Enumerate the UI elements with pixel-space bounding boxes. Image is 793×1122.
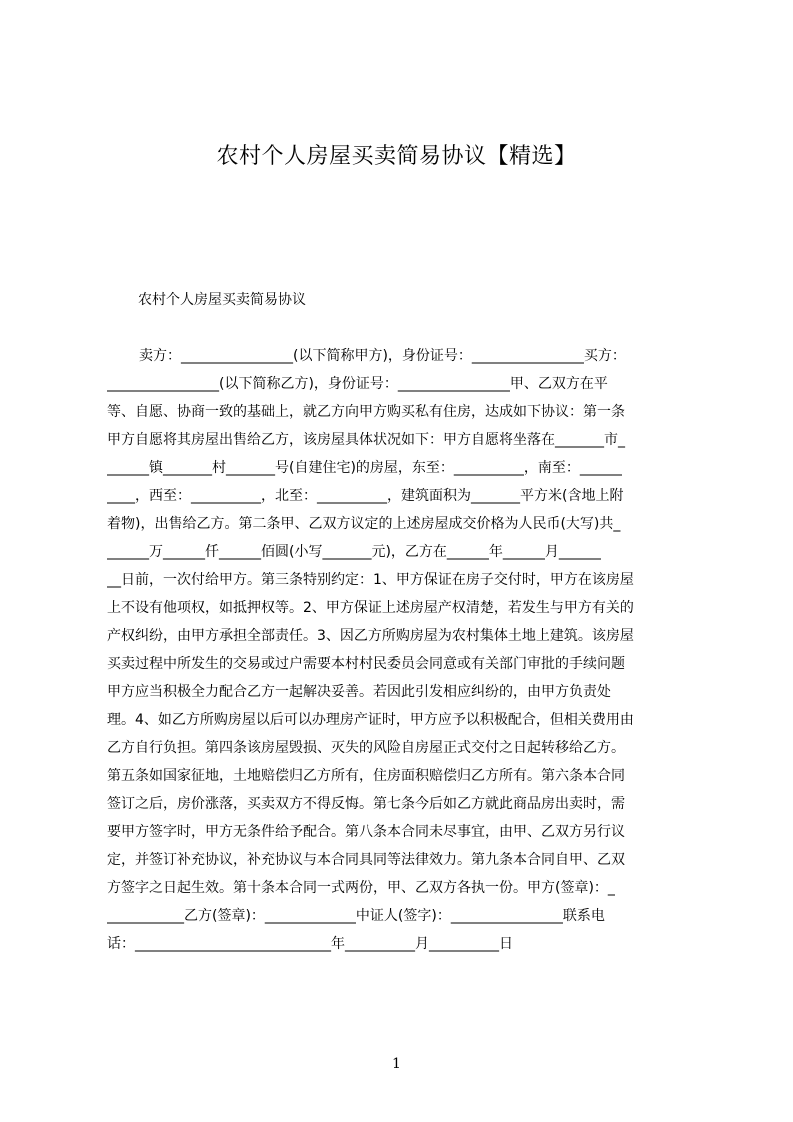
body-line: ______镇_______村_______号(自建住宅)的房屋，东至：__________，南至：______: [107, 460, 622, 476]
body-line: 定，并签订补充协议，补充协议与本合同具同等法律效力。第九条本合同自甲、乙双: [107, 852, 625, 868]
page-number: 1: [392, 1056, 401, 1072]
section-heading: 农村个人房屋买卖简易协议: [138, 292, 306, 308]
body-line: 卖方：________________(以下简称甲方)，身份证号：________________买方：: [139, 348, 626, 364]
document-body: [107, 342, 698, 958]
body-line: 理。4、如乙方所购房屋以后可以办理房产证时，甲方应予以积极配合，但相关费用由: [107, 712, 634, 728]
body-line: 甲方应当积极全力配合乙方一起解决妥善。若因此引发相应纠纷的，由甲方负责处: [107, 684, 611, 700]
body-line: 等、自愿、协商一致的基础上，就乙方向甲方购买私有住房，达成如下协议：第一条: [107, 404, 625, 420]
body-line: 要甲方签字时，甲方无条件给予配合。第八条本合同未尽事宜，由甲、乙双方另行议: [107, 824, 625, 840]
body-line: __日前，一次付给甲方。第三条特别约定：1、甲方保证在房子交付时，甲方在该房屋: [107, 572, 634, 588]
body-line: 上不设有他项权，如抵押权等。2、甲方保证上述房屋产权清楚，若发生与甲方有关的: [107, 600, 634, 616]
body-line: ______万______仟______佰圆(小写_______元)，乙方在______年______月______: [107, 544, 601, 560]
body-line: 第五条如国家征地，土地赔偿归乙方所有，住房面积赔偿归乙方所有。第六条本合同: [107, 768, 625, 784]
body-line: 乙方自行负担。第四条该房屋毁损、灭失的风险自房屋正式交付之日起转移给乙方。: [107, 740, 625, 756]
body-line: ___________乙方(签章)：_____________中证人(签字)：________________联系电: [107, 908, 605, 924]
body-line: 产权纠纷，由甲方承担全部责任。3、因乙方所购房屋为农村集体土地上建筑。该房屋: [107, 628, 634, 644]
body-line: 着物)，出售给乙方。第二条甲、乙双方议定的上述房屋成交价格为人民币(大写)共_: [107, 516, 621, 532]
document-title: 农村个人房屋买卖简易协议【精选】: [216, 144, 577, 169]
body-line: 买卖过程中所发生的交易或过户需要本村村民委员会同意或有关部门审批的手续问题: [107, 656, 625, 672]
body-line: ________________(以下简称乙方)，身份证号：________________甲、乙双方在平: [107, 376, 608, 392]
body-line: 话：____________________________年__________月__________日: [107, 936, 513, 952]
body-line: ____，西至：__________，北至：__________，建筑面积为_______平方米(含地上附: [107, 488, 624, 504]
body-line: 方签字之日起生效。第十条本合同一式两份，甲、乙双方各执一份。甲方(签章)：_: [107, 880, 615, 896]
body-line: 签订之后，房价涨落，买卖双方不得反悔。第七条今后如乙方就此商品房出卖时，需: [107, 796, 625, 812]
body-line: 甲方自愿将其房屋出售给乙方，该房屋具体状况如下：甲方自愿将坐落在_______市_: [107, 432, 625, 448]
